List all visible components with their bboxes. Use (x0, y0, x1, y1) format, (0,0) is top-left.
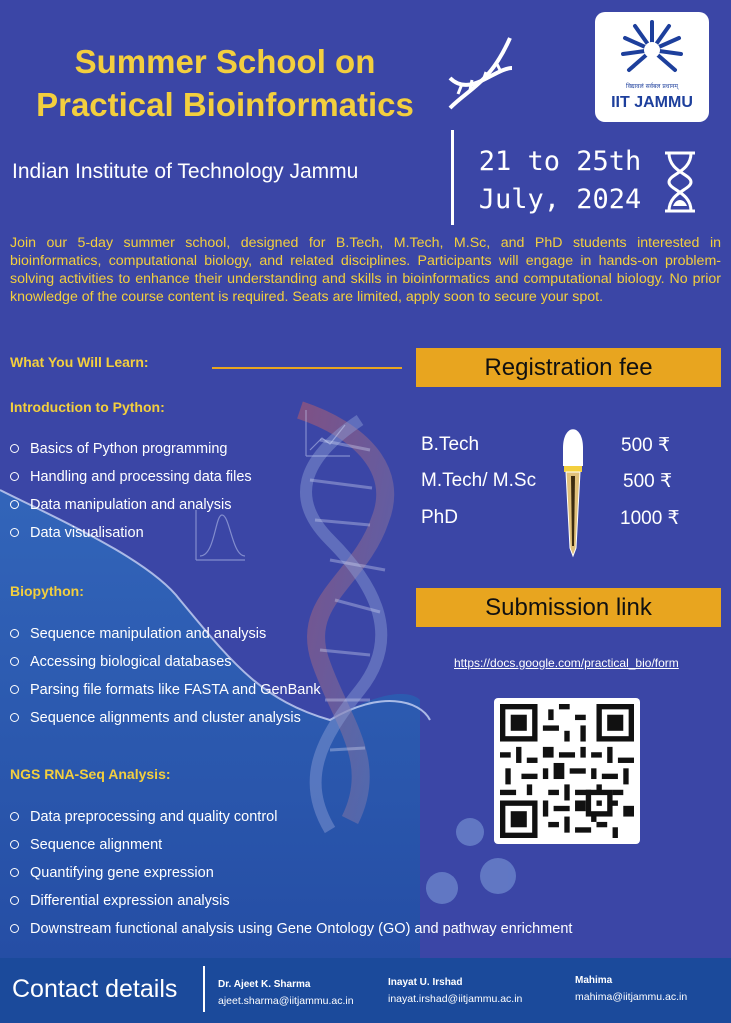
section-title-ngs: NGS RNA-Seq Analysis: (10, 766, 171, 782)
contact-email-3[interactable]: mahima@iitjammu.ac.in (575, 991, 688, 1003)
bullet-circle-icon (10, 657, 19, 666)
header-divider (451, 130, 454, 225)
list-item: Sequence manipulation and analysis (10, 625, 321, 653)
registration-fee-banner: Registration fee (416, 348, 721, 387)
submission-form-link[interactable]: https://docs.google.com/practical_bio/form (454, 656, 679, 670)
section-title-biopython: Biopython: (10, 583, 84, 599)
bullet-circle-icon (10, 896, 19, 905)
fee-label-btech: B.Tech (421, 434, 480, 455)
list-item: Data visualisation (10, 524, 252, 552)
qr-code-icon (500, 704, 634, 838)
submission-link-banner: Submission link (416, 588, 721, 627)
list-item: Parsing file formats like FASTA and GenBank (10, 681, 321, 709)
dropper-icon (558, 418, 588, 558)
logo-text: IIT JAMMU (611, 94, 693, 111)
contact-divider (203, 966, 205, 1012)
contact-title: Contact details (12, 975, 178, 1003)
contact-name-1: Dr. Ajeet K. Sharma (218, 979, 311, 990)
list-item: Quantifying gene expression (10, 864, 572, 892)
list-item: Basics of Python programming (10, 440, 252, 468)
contact-email-2[interactable]: inayat.irshad@iitjammu.ac.in (388, 993, 523, 1005)
bullet-circle-icon (10, 812, 19, 821)
institute-name: Indian Institute of Technology Jammu (12, 160, 359, 183)
list-item: Sequence alignments and cluster analysis (10, 709, 321, 737)
list-item: Downstream functional analysis using Gene Ontology (GO) and pathway enrichment (10, 920, 572, 948)
bullet-circle-icon (10, 472, 19, 481)
list-item: Data preprocessing and quality control (10, 808, 572, 836)
submission-qr-code[interactable] (494, 698, 640, 844)
fee-label-phd: PhD (421, 507, 458, 528)
bullet-circle-icon (10, 685, 19, 694)
bullet-circle-icon (10, 840, 19, 849)
logo-tagline: विद्यावलं सर्वबल प्रधानम् (626, 83, 678, 90)
fee-amount-phd: 1000 ₹ (620, 508, 680, 529)
python-topics-list (10, 440, 252, 552)
date-line1: 21 to 25th (478, 146, 642, 177)
bullet-circle-icon (10, 528, 19, 537)
intro-paragraph: Join our 5-day summer school, designed for B.Tech, M.Tech, M.Sc, and PhD students interested in bioinformatics, computational biology, and related disciplines. Participants will engage in hands-on problem-solving activities to enhance their understanding and skills in bioinformatics and computational biology. No prior knowledge of the course content is required. Seats are limited, apply soon to secure your spot. (10, 235, 721, 305)
event-dates (470, 143, 650, 219)
biopython-topics-list (10, 625, 321, 737)
title-line2: Practical Bioinformatics (36, 86, 414, 123)
bullet-circle-icon (10, 444, 19, 453)
bullet-circle-icon (10, 868, 19, 877)
date-line2: July, 2024 (478, 184, 642, 215)
bullet-circle-icon (10, 629, 19, 638)
bullet-circle-icon (10, 924, 19, 933)
dna-icon (440, 28, 522, 118)
hourglass-icon (662, 150, 698, 214)
bullet-circle-icon (10, 500, 19, 509)
title-line1: Summer School on (74, 43, 376, 80)
ngs-topics-list (10, 808, 572, 948)
fee-amount-btech: 500 ₹ (621, 435, 671, 456)
learn-divider (212, 367, 402, 369)
fee-label-mtech: M.Tech/ M.Sc (421, 470, 537, 491)
list-item: Accessing biological databases (10, 653, 321, 681)
list-item: Handling and processing data files (10, 468, 252, 496)
list-item: Data manipulation and analysis (10, 496, 252, 524)
list-item: Sequence alignment (10, 836, 572, 864)
bullet-circle-icon (10, 713, 19, 722)
list-item: Differential expression analysis (10, 892, 572, 920)
section-title-python: Introduction to Python: (10, 399, 165, 415)
contact-name-2: Inayat U. Irshad (388, 977, 463, 988)
contact-email-1[interactable]: ajeet.sharma@iitjammu.ac.in (218, 995, 354, 1007)
fee-amount-mtech: 500 ₹ (623, 471, 673, 492)
learn-heading: What You Will Learn: (10, 354, 149, 370)
contact-name-3: Mahima (575, 975, 613, 986)
iit-jammu-logo (595, 12, 709, 122)
logo-emblem-icon (619, 18, 685, 80)
